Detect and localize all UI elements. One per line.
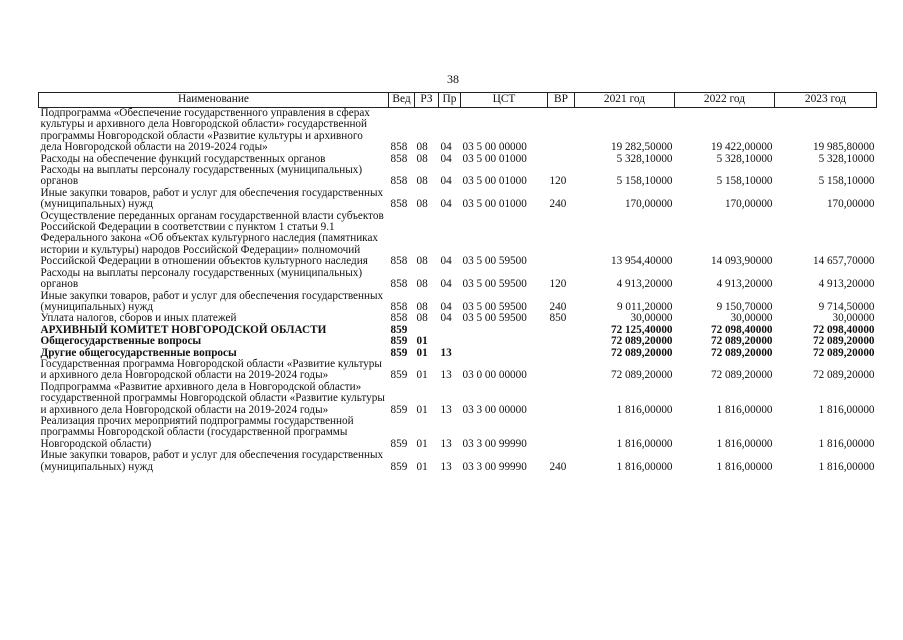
cell-name: Расходы на обеспечение функций государственных органов (40, 152, 326, 165)
cell-2023: 30,00000 (832, 312, 875, 325)
table-row (39, 291, 877, 314)
cell-2023: 4 913,20000 (818, 278, 875, 291)
cell-ved: 859 (390, 346, 408, 359)
cell-pr: 04 (440, 312, 452, 325)
cell-ved: 858 (390, 175, 408, 188)
cell-ved: 859 (390, 323, 408, 336)
cell-vr: 120 (549, 278, 567, 291)
cell-name: Реализация прочих мероприятий подпрограммы государственной программы Новгородской области (государственной программы Новгородской области) (40, 414, 354, 450)
cell-cst: 03 5 00 59500 (462, 312, 527, 325)
cell-rz: 08 (416, 198, 428, 211)
cell-pr: 04 (440, 278, 452, 291)
cell-ved: 859 (390, 460, 408, 473)
cell-2022: 19 422,00000 (710, 141, 773, 154)
cell-pr (439, 325, 461, 336)
table-row (39, 313, 877, 324)
cell-cst: 03 5 00 01000 (462, 175, 527, 188)
cell-2022: 5 328,10000 (716, 152, 773, 165)
cell-vr (548, 416, 575, 450)
cell-pr: 13 (440, 369, 452, 382)
cell-2022: 72 089,20000 (710, 369, 773, 382)
cell-vr: 120 (549, 175, 567, 188)
cell-rz: 08 (416, 278, 428, 291)
cell-cst: 03 5 00 00000 (462, 141, 527, 154)
cell-2023: 19 985,80000 (812, 141, 875, 154)
cell-2021: 4 913,20000 (616, 278, 673, 291)
cell-2021: 30,00000 (630, 312, 673, 325)
cell-cst: 03 3 00 99990 (462, 437, 527, 450)
cell-name: Иные закупки товаров, работ и услуг для обеспечения государственных (муниципальных) нужд (40, 289, 384, 313)
cell-2023: 72 089,20000 (812, 369, 875, 382)
cell-2022: 4 913,20000 (716, 278, 773, 291)
cell-2022: 9 150,70000 (716, 300, 773, 313)
cell-vr (548, 348, 575, 359)
cell-rz: 01 (416, 460, 428, 473)
cell-cst: 03 5 00 01000 (462, 198, 527, 211)
cell-2021: 72 125,40000 (610, 323, 673, 336)
cell-2021: 1 816,00000 (616, 403, 673, 416)
cell-2022: 72 089,20000 (710, 335, 773, 348)
table-row (39, 336, 877, 347)
cell-ved: 858 (390, 278, 408, 291)
cell-2022: 14 093,90000 (710, 255, 773, 268)
table-row (39, 359, 877, 382)
cell-vr: 240 (549, 300, 567, 313)
cell-name: Осуществление переданных органам государственной власти субъектов Российской Федерации в соответствии с пунктом 1 статьи 9.1 Федерального закона «Об объектах культурного наследия (памятниках истории и культуры) народов Российской Федерации» полномочий Российской Федерации в отношении объектов культурного наследия (40, 209, 384, 268)
cell-2023: 1 816,00000 (818, 460, 875, 473)
cell-pr: 04 (440, 300, 452, 313)
header-2023: 2023 год (775, 93, 877, 108)
cell-name: Общегосударственные вопросы (40, 335, 202, 348)
cell-rz: 01 (416, 369, 428, 382)
cell-pr: 13 (440, 346, 452, 359)
header-rz: РЗ (415, 93, 439, 108)
cell-ved: 858 (390, 300, 408, 313)
cell-2021: 170,00000 (624, 198, 673, 211)
cell-name: Расходы на выплаты персоналу государственных (муниципальных) органов (40, 164, 363, 188)
cell-2023: 5 158,10000 (818, 175, 875, 188)
cell-cst: 03 5 00 59500 (462, 300, 527, 313)
cell-name: Иные закупки товаров, работ и услуг для обеспечения государственных (муниципальных) нужд (40, 186, 384, 211)
header-vr: ВР (548, 93, 575, 108)
cell-vr (548, 154, 575, 165)
cell-2023: 9 714,50000 (818, 300, 875, 313)
cell-2021: 13 954,40000 (610, 255, 673, 268)
cell-rz: 08 (416, 152, 428, 165)
cell-vr (548, 382, 575, 416)
cell-ved: 859 (390, 369, 408, 382)
cell-name: Подпрограмма «Развитие архивного дела в Новгородской области» государственной программы Новгородской области «Развитие культуры и архивного дела Новгородской области на 2019-2024 годы» (40, 380, 385, 416)
cell-2021: 5 328,10000 (616, 152, 673, 165)
cell-name: Расходы на выплаты персоналу государственных (муниципальных) органов (40, 266, 363, 291)
table-row (39, 108, 877, 154)
cell-name: АРХИВНЫЙ КОМИТЕТ НОВГОРОДСКОЙ ОБЛАСТИ (40, 323, 327, 336)
cell-pr: 04 (440, 141, 452, 154)
table-row (39, 268, 877, 291)
cell-ved: 858 (390, 255, 408, 268)
cell-ved: 859 (390, 437, 408, 450)
cell-2022: 1 816,00000 (716, 460, 773, 473)
cell-rz: 08 (416, 255, 428, 268)
header-ved: Вед (389, 93, 415, 108)
cell-vr: 240 (549, 198, 567, 211)
cell-2023: 72 098,40000 (812, 323, 875, 336)
cell-vr (548, 336, 575, 347)
cell-cst: 03 0 00 00000 (462, 369, 527, 382)
table-row (39, 382, 877, 416)
cell-2021: 1 816,00000 (616, 437, 673, 450)
table-row (39, 211, 877, 268)
cell-2023: 170,00000 (826, 198, 875, 211)
cell-2023: 1 816,00000 (818, 403, 875, 416)
cell-rz: 08 (416, 175, 428, 188)
cell-ved: 858 (390, 141, 408, 154)
cell-pr: 04 (440, 255, 452, 268)
cell-cst (461, 325, 548, 336)
header-name: Наименование (39, 93, 389, 108)
cell-2021: 72 089,20000 (610, 335, 673, 348)
table-row (39, 188, 877, 211)
cell-rz: 01 (416, 437, 428, 450)
cell-cst: 03 5 00 59500 (462, 255, 527, 268)
cell-2021: 1 816,00000 (616, 460, 673, 473)
cell-name: Другие общегосударственные вопросы (40, 346, 237, 359)
cell-2023: 72 089,20000 (812, 335, 875, 348)
budget-table (38, 92, 877, 473)
page-number: 38 (447, 72, 459, 86)
cell-rz: 01 (416, 335, 428, 348)
cell-2023: 1 816,00000 (818, 437, 875, 450)
cell-rz: 01 (416, 346, 428, 359)
cell-name: Уплата налогов, сборов и иных платежей (40, 312, 237, 325)
table-row (39, 165, 877, 188)
cell-cst (461, 336, 548, 347)
header-2021: 2021 год (575, 93, 675, 108)
cell-vr (548, 108, 575, 154)
cell-2023: 14 657,70000 (812, 255, 875, 268)
cell-vr: 240 (549, 460, 567, 473)
cell-rz: 08 (416, 312, 428, 325)
cell-cst: 03 5 00 59500 (462, 278, 527, 291)
cell-cst: 03 3 00 00000 (462, 403, 527, 416)
cell-pr: 04 (440, 175, 452, 188)
cell-vr (548, 211, 575, 268)
cell-cst: 03 3 00 99990 (462, 460, 527, 473)
cell-vr: 850 (549, 312, 567, 325)
header-cst: ЦСТ (461, 93, 548, 108)
cell-pr (439, 336, 461, 347)
cell-ved: 859 (390, 403, 408, 416)
cell-ved: 858 (390, 312, 408, 325)
cell-2022: 1 816,00000 (716, 403, 773, 416)
cell-name: Иные закупки товаров, работ и услуг для обеспечения государственных (муниципальных) нужд (40, 449, 384, 473)
cell-2022: 1 816,00000 (716, 437, 773, 450)
header-pr: Пр (439, 93, 461, 108)
cell-vr (548, 325, 575, 336)
table-row (39, 416, 877, 450)
header-2022: 2022 год (675, 93, 775, 108)
cell-2021: 9 011,20000 (616, 300, 673, 313)
table-row (39, 450, 877, 473)
cell-pr: 13 (440, 460, 452, 473)
cell-name: Государственная программа Новгородской области «Развитие культуры и архивного дела Новгородской области на 2019-2024 годы» (40, 357, 382, 382)
cell-rz: 08 (416, 300, 428, 313)
cell-ved: 858 (390, 198, 408, 211)
cell-2021: 72 089,20000 (610, 369, 673, 382)
cell-pr: 13 (440, 403, 452, 416)
cell-pr: 04 (440, 198, 452, 211)
cell-2022: 170,00000 (724, 198, 773, 211)
cell-2021: 72 089,20000 (610, 346, 673, 359)
cell-cst (461, 348, 548, 359)
cell-rz: 01 (416, 403, 428, 416)
cell-name: Подпрограмма «Обеспечение государственного управления в сферах культуры и архивного дела Новгородской области» государственной программы Новгородской области «Развитие культуры и архивного дела Новгородской области на 2019-2024 годы» (40, 107, 370, 154)
cell-2022: 5 158,10000 (716, 175, 773, 188)
cell-vr (548, 359, 575, 382)
cell-2022: 30,00000 (730, 312, 773, 325)
cell-2022: 72 089,20000 (710, 346, 773, 359)
cell-2022: 72 098,40000 (710, 323, 773, 336)
cell-2021: 5 158,10000 (616, 175, 673, 188)
cell-pr: 13 (440, 437, 452, 450)
cell-2023: 72 089,20000 (812, 346, 875, 359)
cell-ved: 858 (390, 152, 408, 165)
cell-rz: 08 (416, 141, 428, 154)
cell-cst: 03 5 00 01000 (462, 152, 527, 165)
cell-2021: 19 282,50000 (610, 141, 673, 154)
table-header-row (39, 93, 877, 108)
cell-ved: 859 (390, 335, 408, 348)
cell-pr: 04 (440, 152, 452, 165)
cell-2023: 5 328,10000 (818, 152, 875, 165)
